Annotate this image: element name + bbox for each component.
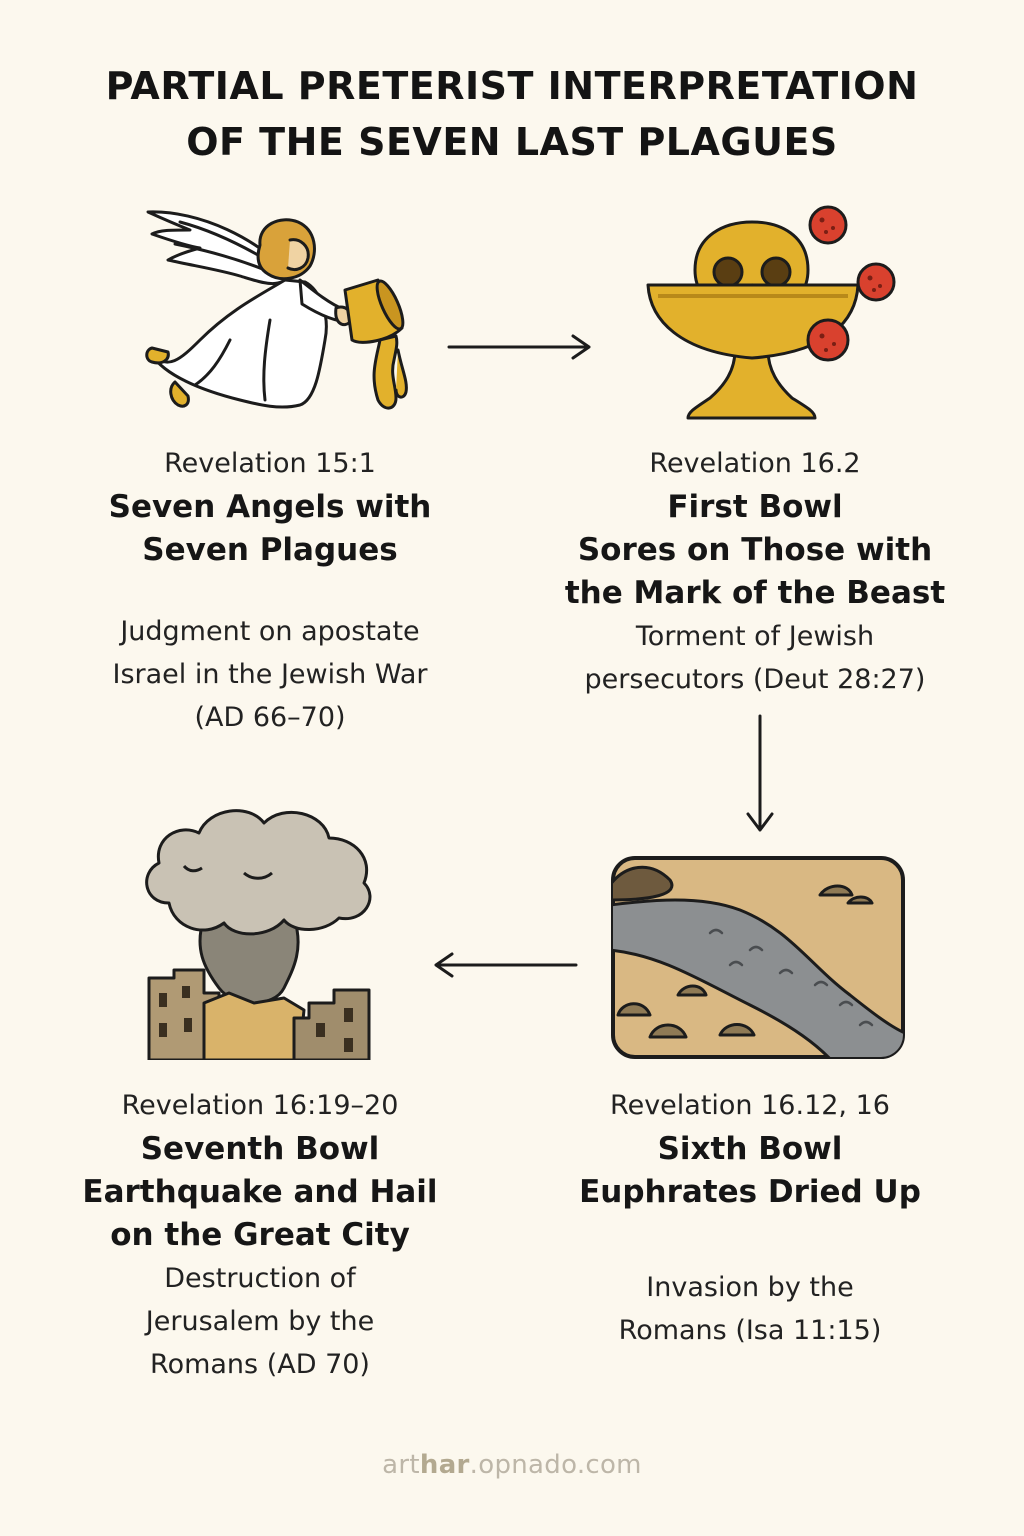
page-title <box>40 58 984 170</box>
step-reference: Revelation 16.2 <box>649 448 861 479</box>
arrow-left-icon <box>430 950 580 980</box>
step-heading: Sixth Bowl Euphrates Dried Up <box>579 1131 921 1210</box>
step-reference: Revelation 16:19–20 <box>121 1090 399 1121</box>
title-line-2: OF THE SEVEN LAST PLAGUES <box>186 120 838 164</box>
ruined-city-smoke-icon <box>134 798 384 1060</box>
step-heading: Seven Angels with Seven Plagues <box>108 489 432 568</box>
step-reference: Revelation 16.12, 16 <box>610 1090 890 1121</box>
step-description: Invasion by the Romans (Isa 11:15) <box>618 1272 882 1346</box>
step-heading: Seventh Bowl Earthquake and Hail on the Great City <box>82 1131 438 1253</box>
arrow-right-icon <box>445 332 595 362</box>
step-first-bowl <box>520 444 990 701</box>
arrow-down-icon <box>743 712 777 836</box>
step-seventh-bowl <box>30 1086 490 1386</box>
step-description: Destruction of Jerusalem by the Romans (AD 70) <box>145 1263 375 1380</box>
step-description: Torment of Jewish persecutors (Deut 28:27) <box>584 621 926 695</box>
title-line-1: PARTIAL PRETERIST INTERPRETATION <box>105 64 919 108</box>
river-icon <box>610 855 906 1060</box>
step-heading: First Bowl Sores on Those with the Mark of the Beast <box>564 489 946 611</box>
step-seven-angels <box>40 444 500 739</box>
footer-watermark: arthar.opnado.com <box>382 1450 642 1480</box>
skull-bowl-icon <box>640 200 900 425</box>
angel-pouring-bowl-icon <box>140 200 420 420</box>
step-reference: Revelation 15:1 <box>164 448 376 479</box>
step-sixth-bowl <box>520 1086 980 1352</box>
step-description: Judgment on apostate Israel in the Jewish War (AD 66–70) <box>112 616 428 733</box>
